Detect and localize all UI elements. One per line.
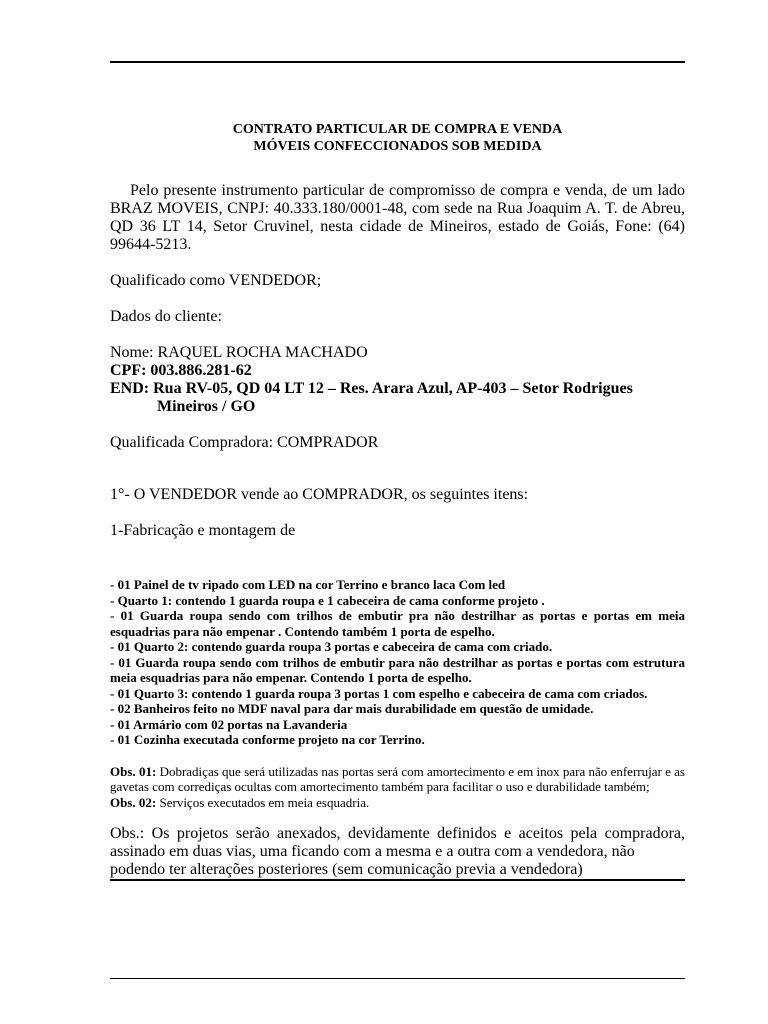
clause-1: 1°- O VENDEDOR vende ao COMPRADOR, os seguintes itens: xyxy=(110,486,529,503)
obs-2 xyxy=(110,795,685,811)
header-rule xyxy=(110,61,685,63)
obs-1-label: Obs. 01: xyxy=(110,763,157,779)
list-item: - 01 Cozinha executada conforme projeto na cor Terrino. xyxy=(110,732,425,747)
list-item: - 01 Guarda roupa sendo com trilhos de embutir para não destrilhar as portas e portas com estrutura meia esquadrias para não empenar. Contendo 1 porta de espelho. xyxy=(110,654,685,685)
list-item: - 01 Guarda roupa sendo com trilhos de embutir pra não destrilhar as portas e portas em meia esquadrias para não empenar . Contendo também 1 porta de espelho. xyxy=(110,608,685,639)
intro-paragraph: Pelo presente instrumento particular de compromisso de compra e venda, de um lado BRAZ MOVEIS, CNPJ: 40.333.180/0001-48, com sede na Rua Joaquim A. T. de Abreu, QD 36 LT 14, Setor Cruvinel, nesta cidade de Mineiros, estado de Goiás, Fone: (64) 99644-5213. xyxy=(110,182,685,253)
client-cpf: CPF: 003.886.281-62 xyxy=(110,362,252,379)
final-observation-last-line: podendo ter alterações posteriores (sem comunicação previa a vendedora) xyxy=(110,861,685,881)
obs-2-label: Obs. 02: xyxy=(110,794,157,810)
title-line-1: CONTRATO PARTICULAR DE COMPRA E VENDA xyxy=(232,122,563,137)
list-item: - 01 Painel de tv ripado com LED na cor Terrino e branco laca Com led xyxy=(110,577,506,592)
list-item: - Quarto 1: contendo 1 guarda roupa e 1 cabeceira de cama conforme projeto . xyxy=(110,592,545,608)
document-title xyxy=(110,121,685,155)
obs-1 xyxy=(110,764,685,795)
final-observation xyxy=(110,825,685,881)
document-body xyxy=(110,121,685,881)
list-item: - 01 Quarto 2: contendo guarda roupa 3 portas e cabeceira de cama com criado. xyxy=(110,639,553,654)
buyer-label: Qualificada Compradora: COMPRADOR xyxy=(110,434,379,451)
client-name: Nome: RAQUEL ROCHA MACHADO xyxy=(110,344,368,361)
items-list xyxy=(110,577,685,748)
seller-label: Qualificado como VENDEDOR; xyxy=(110,272,322,289)
title-line-2: MÓVEIS CONFECCIONADOS SOB MEDIDA xyxy=(253,139,542,154)
client-address-line-2: Mineiros / GO xyxy=(157,398,256,415)
obs-1-text: Dobradiças que será utilizadas nas portas será com amortecimento e em inox para não enferrujar e as gavetas com corrediças ocultas com amortecimento também para facilitar o uso e durabilidade também; xyxy=(110,763,685,794)
list-item: - 01 Quarto 3: contendo 1 guarda roupa 3 portas 1 com espelho e cabeceira de cama com criados. xyxy=(110,685,648,701)
client-header: Dados do cliente: xyxy=(110,308,222,325)
list-item: - 01 Armário com 02 portas na Lavanderia xyxy=(110,716,348,732)
footer-rule xyxy=(110,978,685,979)
client-address-line-1: END: Rua RV-05, QD 04 LT 12 – Res. Arara Azul, AP-403 – Setor Rodrigues xyxy=(110,380,633,397)
final-observation-text: Obs.: Os projetos serão anexados, devidamente definidos e aceitos pela compradora, assinado em duas vias, uma ficando com a mesma e a outra com a vendedora, não xyxy=(110,825,685,860)
obs-2-text: Serviços executados em meia esquadria. xyxy=(156,794,370,810)
fabrication-label: 1-Fabricação e montagem de xyxy=(110,522,296,539)
list-item: - 02 Banheiros feito no MDF naval para dar mais durabilidade em questão de umidade. xyxy=(110,701,594,716)
observations xyxy=(110,764,685,811)
